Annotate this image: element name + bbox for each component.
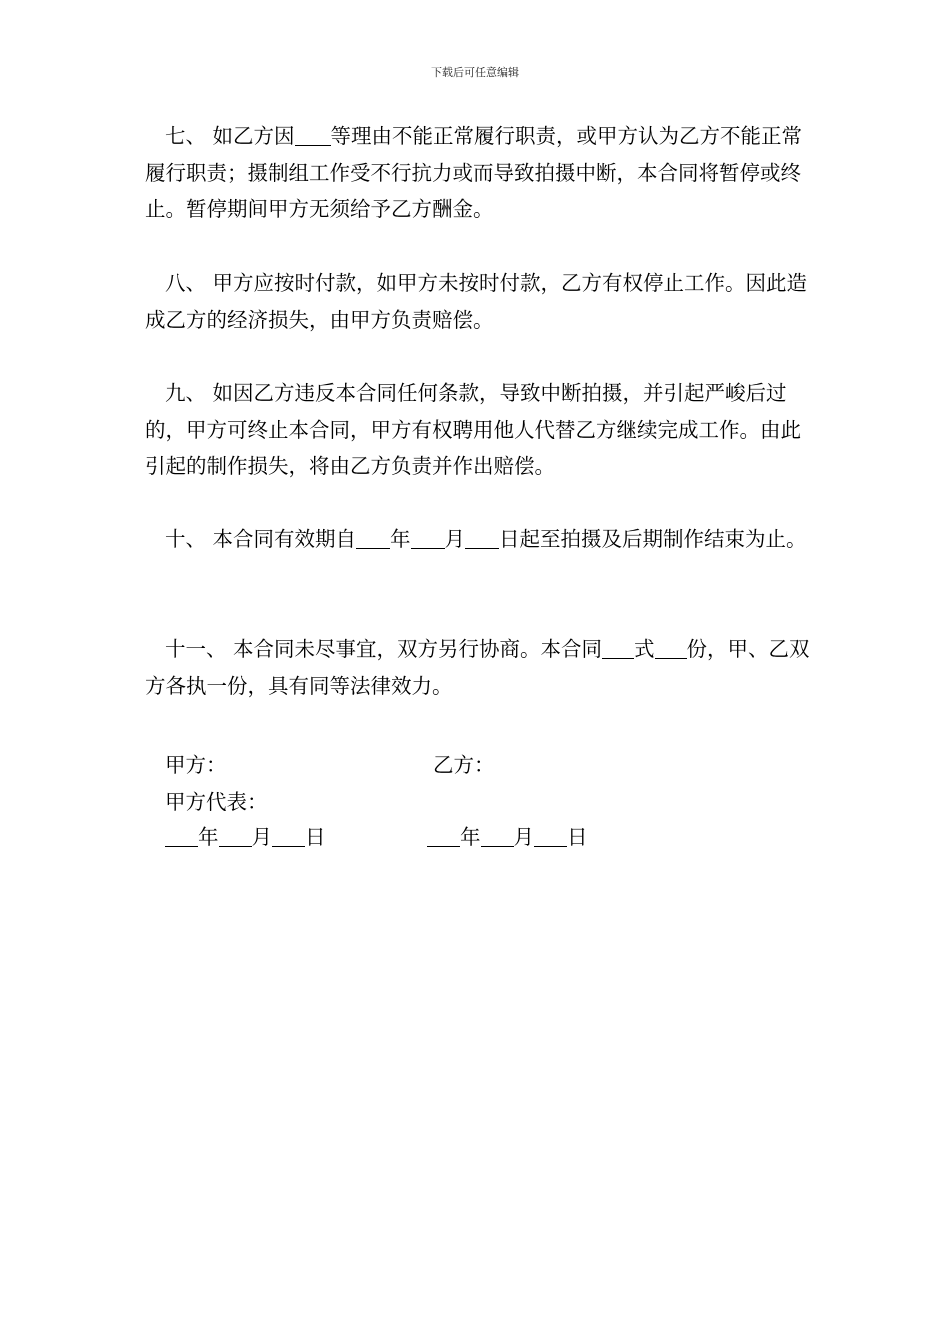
clause-10-text-b: 年 xyxy=(390,527,411,551)
clause-10-text-d: 日起至拍摄及后期制作结束为止。 xyxy=(499,527,807,551)
month-label: 月 xyxy=(513,825,534,849)
blank-month[interactable] xyxy=(481,828,514,847)
clause-8: 八、 甲方应按时付款，如甲方未按时付款，乙方有权停止工作。因此造成乙方的经济损失，由甲方负责赔偿。 xyxy=(145,271,808,332)
clause-10 xyxy=(145,521,815,558)
year-label: 年 xyxy=(198,825,219,849)
blank-day[interactable] xyxy=(465,530,499,549)
blank-day[interactable] xyxy=(272,828,305,847)
clause-9: 九、 如因乙方违反本合同任何条款，导致中断拍摄，并引起严峻后过的，甲方可终止本合同，甲方有权聘用他人代替乙方继续完成工作。由此引起的制作损失，将由乙方负责并作出赔偿。 xyxy=(145,381,801,478)
party-a-date xyxy=(165,820,326,850)
blank-month[interactable] xyxy=(411,530,445,549)
clause-11-text-a: 十一、 本合同未尽事宜，双方另行协商。本合同 xyxy=(165,637,603,661)
blank-year[interactable] xyxy=(427,828,460,847)
clause-7-text-a: 七、 如乙方因 xyxy=(165,124,295,148)
blank-year[interactable] xyxy=(165,828,198,847)
clause-10-text-c: 月 xyxy=(444,527,466,551)
blank-month[interactable] xyxy=(219,828,252,847)
party-b-date xyxy=(427,820,588,850)
year-label: 年 xyxy=(460,825,481,849)
clause-7-text-b: 等理由不能正常履行职责，或甲方认为乙方不能正常履行职责；摄制组工作受不行抗力或而导致拍摄中断，本合同将暂停或终止。暂停期间甲方无须给予乙方酬金。 xyxy=(145,124,803,221)
page-header: 下载后可任意编辑 xyxy=(431,66,519,79)
blank-field[interactable] xyxy=(295,127,331,146)
party-a-rep-label: 甲方代表： xyxy=(165,790,268,814)
blank-copies-style[interactable] xyxy=(602,640,634,659)
clause-10-text-a: 十、 本合同有效期自 xyxy=(165,527,357,551)
clause-11-text-b: 式 xyxy=(634,637,655,661)
clause-11 xyxy=(145,631,815,704)
blank-copies-count[interactable] xyxy=(655,640,687,659)
party-a-label: 甲方： xyxy=(165,753,227,777)
clause-11-text-c: 份，甲、乙双方各执一份，具有同等法律效力。 xyxy=(145,637,810,698)
month-label: 月 xyxy=(251,825,272,849)
day-label: 日 xyxy=(305,825,326,849)
clause-7 xyxy=(145,118,815,228)
blank-year[interactable] xyxy=(356,530,390,549)
party-b-label: 乙方： xyxy=(433,753,495,777)
day-label: 日 xyxy=(567,825,588,849)
blank-day[interactable] xyxy=(534,828,567,847)
